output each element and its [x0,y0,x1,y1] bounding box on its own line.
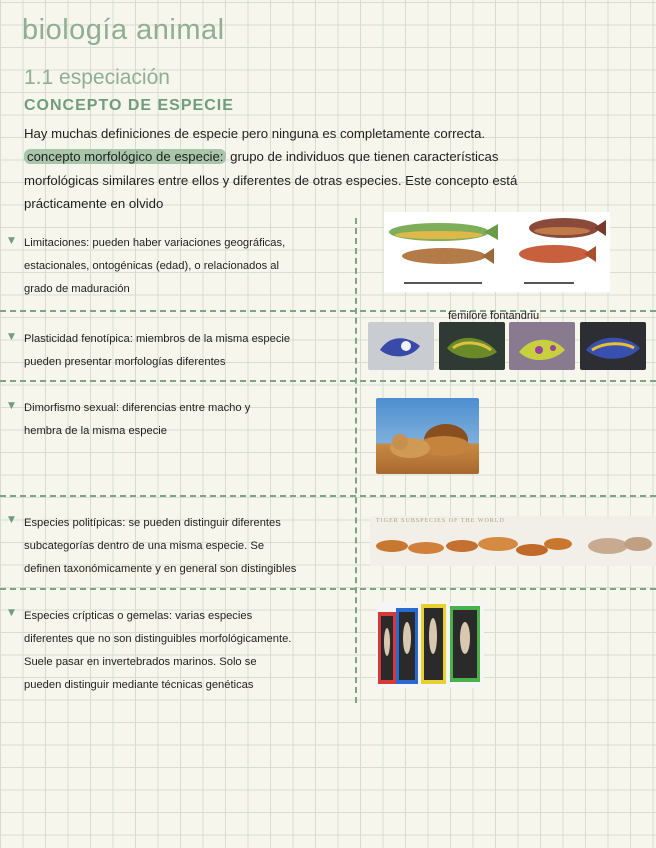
bullet-icon: ▼ [8,515,15,525]
row-divider [0,495,656,497]
concept-text-1: grupo de individuos que tienen características [226,149,499,165]
intro-line: Hay muchas definiciones de especie pero ninguna es completamente correcta. [24,126,486,141]
list-item: Plasticidad fenotípica: miembros de la misma especie pueden presentar morfologías diferentes [24,333,291,368]
concept-text-2: morfológicas similares entre ellos y diferentes de otras especies. Este concepto está [24,172,518,188]
lions-image [376,398,479,474]
tigers-image [370,516,656,566]
image-label: femilore fontandriu [448,310,540,322]
bullet-icon: ▼ [8,401,15,411]
bullet-icon: ▼ [8,332,15,342]
column-divider [355,218,357,703]
list-item: Limitaciones: pueden haber variaciones geográficas, estacionales, ontogénicas (edad), o relacionados al grado de maduración [24,237,286,295]
section-heading: CONCEPTO DE ESPECIE [24,97,234,114]
sea-slug-image [368,322,434,370]
row-divider [0,588,656,590]
intro-paragraph [24,122,616,215]
tiger-caption: TIGER SUBSPECIES OF THE WORLD [376,518,505,524]
row-divider [0,380,656,382]
fish-image [384,212,610,292]
bullet-icon: ▼ [8,608,15,618]
cryptic-species-image [376,602,484,688]
row-divider [0,310,656,312]
bullet-icon: ▼ [8,236,15,246]
sea-slug-image [509,322,575,370]
concept-highlight: concepto morfológico de especie: [24,149,226,164]
list-item: Dimorfismo sexual: diferencias entre macho y hembra de la misma especie [24,402,251,437]
sea-slug-image [580,322,646,370]
list-item: Especies politípicas: se pueden distinguir diferentes subcategorías dentro de una misma especie. Se definen taxonómicamente y en general son distingibles [24,517,297,575]
section-title: 1.1 especiación [24,66,170,89]
sea-slug-image [439,322,505,370]
concept-text-3: prácticamente en olvido [24,195,164,211]
list-item: Especies crípticas o gemelas: varias especies diferentes que no son distinguibles morfológicamente. Suele pasar en invertebrados marinos. Solo se pueden distinguir mediante técnicas genéticas [24,610,292,691]
page-title: biología animal [22,14,225,46]
